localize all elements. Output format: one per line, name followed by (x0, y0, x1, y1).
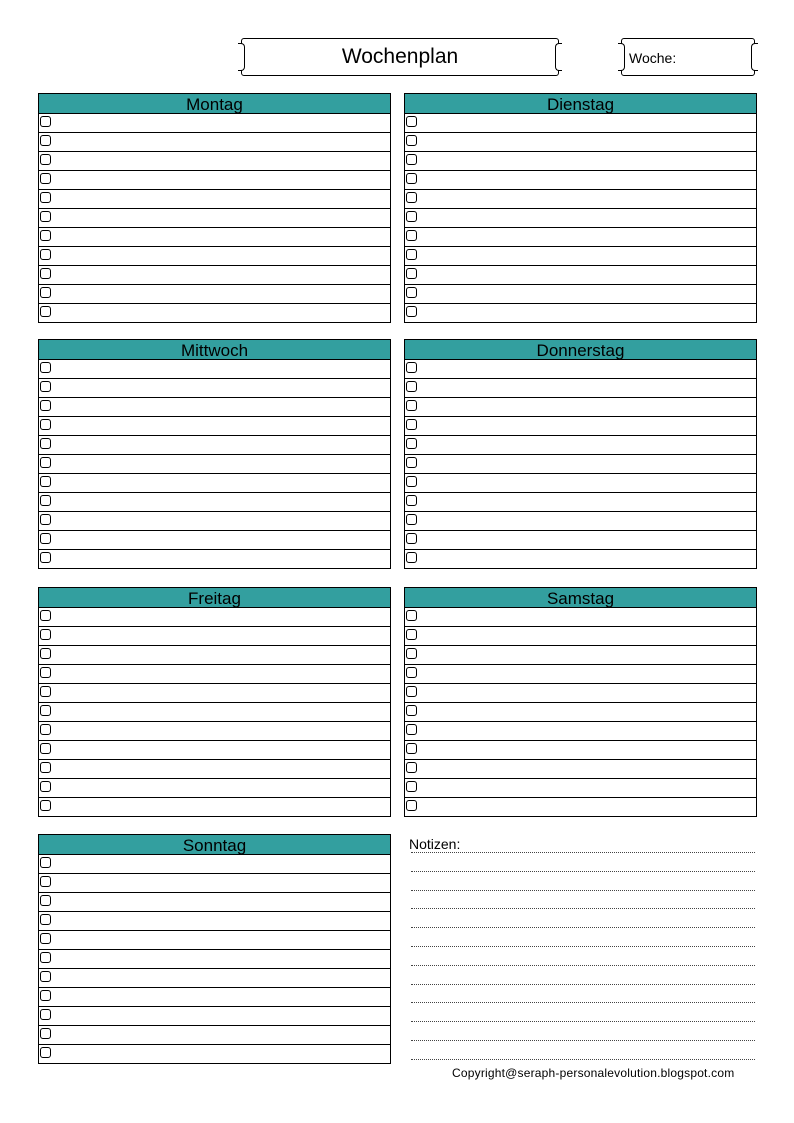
task-checkbox[interactable] (406, 533, 417, 544)
task-checkbox[interactable] (40, 287, 51, 298)
task-row[interactable] (405, 703, 756, 722)
task-checkbox[interactable] (406, 476, 417, 487)
task-checkbox[interactable] (406, 173, 417, 184)
day-header-montag: Montag (39, 94, 390, 114)
task-row[interactable] (39, 360, 390, 379)
task-checkbox[interactable] (406, 705, 417, 716)
task-row[interactable] (405, 722, 756, 741)
task-row[interactable] (405, 171, 756, 190)
task-rows (39, 608, 390, 816)
task-row[interactable] (39, 969, 390, 988)
note-line[interactable] (411, 908, 755, 909)
task-row[interactable] (39, 304, 390, 322)
task-checkbox[interactable] (40, 249, 51, 260)
task-checkbox[interactable] (40, 610, 51, 621)
task-checkbox[interactable] (40, 1009, 51, 1020)
task-checkbox[interactable] (40, 476, 51, 487)
copyright-text: Copyright@seraph-personalevolution.blogspot.com (452, 1066, 735, 1080)
task-checkbox[interactable] (406, 743, 417, 754)
day-block-mittwoch (38, 339, 391, 569)
note-line[interactable] (411, 965, 755, 966)
task-row[interactable] (405, 512, 756, 531)
task-row[interactable] (39, 133, 390, 152)
task-rows (405, 114, 756, 322)
task-row[interactable] (39, 988, 390, 1007)
note-line[interactable] (411, 1002, 755, 1003)
task-checkbox[interactable] (406, 268, 417, 279)
task-checkbox[interactable] (40, 419, 51, 430)
task-checkbox[interactable] (40, 800, 51, 811)
day-block-sonntag (38, 834, 391, 1064)
task-row[interactable] (39, 798, 390, 816)
task-row[interactable] (39, 379, 390, 398)
note-line[interactable] (411, 1021, 755, 1022)
task-checkbox[interactable] (406, 610, 417, 621)
task-checkbox[interactable] (40, 135, 51, 146)
task-checkbox[interactable] (406, 457, 417, 468)
task-row[interactable] (39, 665, 390, 684)
task-row[interactable] (39, 1045, 390, 1063)
task-checkbox[interactable] (40, 686, 51, 697)
task-row[interactable] (39, 228, 390, 247)
task-row[interactable] (39, 455, 390, 474)
task-row[interactable] (405, 379, 756, 398)
task-checkbox[interactable] (40, 457, 51, 468)
task-rows (39, 114, 390, 322)
task-checkbox[interactable] (406, 781, 417, 792)
task-row[interactable] (405, 114, 756, 133)
task-row[interactable] (39, 114, 390, 133)
task-row[interactable] (405, 646, 756, 665)
task-row[interactable] (405, 398, 756, 417)
task-checkbox[interactable] (40, 306, 51, 317)
task-checkbox[interactable] (40, 857, 51, 868)
day-header-sonntag: Sonntag (39, 835, 390, 855)
task-rows (405, 360, 756, 568)
task-checkbox[interactable] (40, 933, 51, 944)
task-row[interactable] (39, 722, 390, 741)
task-row[interactable] (39, 436, 390, 455)
task-checkbox[interactable] (406, 400, 417, 411)
task-row[interactable] (39, 550, 390, 568)
task-checkbox[interactable] (40, 400, 51, 411)
task-checkbox[interactable] (40, 268, 51, 279)
task-checkbox[interactable] (406, 762, 417, 773)
task-row[interactable] (39, 493, 390, 512)
task-row[interactable] (405, 627, 756, 646)
task-row[interactable] (405, 684, 756, 703)
day-header-freitag: Freitag (39, 588, 390, 608)
task-row[interactable] (39, 703, 390, 722)
task-checkbox[interactable] (40, 514, 51, 525)
task-row[interactable] (405, 304, 756, 322)
task-checkbox[interactable] (40, 971, 51, 982)
day-block-dienstag (404, 93, 757, 323)
task-checkbox[interactable] (40, 724, 51, 735)
task-checkbox[interactable] (406, 438, 417, 449)
task-row[interactable] (405, 474, 756, 493)
task-row[interactable] (405, 190, 756, 209)
task-checkbox[interactable] (406, 629, 417, 640)
day-header-dienstag: Dienstag (405, 94, 756, 114)
day-block-freitag (38, 587, 391, 817)
task-checkbox[interactable] (406, 495, 417, 506)
task-row[interactable] (39, 512, 390, 531)
task-row[interactable] (39, 950, 390, 969)
note-line[interactable] (411, 1059, 755, 1060)
task-row[interactable] (405, 779, 756, 798)
notes-label: Notizen: (409, 836, 461, 852)
task-checkbox[interactable] (40, 895, 51, 906)
task-row[interactable] (39, 608, 390, 627)
task-row[interactable] (39, 417, 390, 436)
day-header-samstag: Samstag (405, 588, 756, 608)
task-row[interactable] (39, 931, 390, 950)
task-row[interactable] (39, 1007, 390, 1026)
task-checkbox[interactable] (40, 230, 51, 241)
task-row[interactable] (405, 741, 756, 760)
task-row[interactable] (405, 798, 756, 816)
task-checkbox[interactable] (40, 438, 51, 449)
task-checkbox[interactable] (40, 173, 51, 184)
task-checkbox[interactable] (406, 514, 417, 525)
note-line[interactable] (411, 871, 755, 872)
task-row[interactable] (405, 228, 756, 247)
task-checkbox[interactable] (406, 648, 417, 659)
task-checkbox[interactable] (406, 419, 417, 430)
task-checkbox[interactable] (406, 800, 417, 811)
title-box (241, 38, 559, 76)
task-row[interactable] (39, 398, 390, 417)
task-checkbox[interactable] (406, 667, 417, 678)
note-line[interactable] (411, 852, 755, 853)
task-checkbox[interactable] (406, 362, 417, 373)
task-checkbox[interactable] (40, 876, 51, 887)
day-block-donnerstag (404, 339, 757, 569)
task-row[interactable] (39, 1026, 390, 1045)
task-row[interactable] (405, 266, 756, 285)
task-rows (405, 608, 756, 816)
task-row[interactable] (405, 760, 756, 779)
task-row[interactable] (39, 627, 390, 646)
note-line[interactable] (411, 984, 755, 985)
task-checkbox[interactable] (40, 211, 51, 222)
task-row[interactable] (39, 684, 390, 703)
task-checkbox[interactable] (406, 192, 417, 203)
task-row[interactable] (405, 285, 756, 304)
task-row[interactable] (405, 608, 756, 627)
task-row[interactable] (405, 436, 756, 455)
task-checkbox[interactable] (406, 306, 417, 317)
task-row[interactable] (39, 247, 390, 266)
task-checkbox[interactable] (40, 629, 51, 640)
week-label: Woche: (629, 50, 677, 66)
task-checkbox[interactable] (40, 1028, 51, 1039)
task-row[interactable] (39, 912, 390, 931)
task-checkbox[interactable] (40, 914, 51, 925)
task-checkbox[interactable] (40, 705, 51, 716)
task-row[interactable] (39, 152, 390, 171)
task-row[interactable] (405, 133, 756, 152)
task-checkbox[interactable] (406, 724, 417, 735)
task-row[interactable] (39, 646, 390, 665)
task-row[interactable] (405, 417, 756, 436)
note-line[interactable] (411, 890, 755, 891)
note-line[interactable] (411, 927, 755, 928)
task-row[interactable] (405, 550, 756, 568)
task-row[interactable] (405, 209, 756, 228)
task-row[interactable] (39, 171, 390, 190)
day-header-mittwoch: Mittwoch (39, 340, 390, 360)
task-checkbox[interactable] (40, 648, 51, 659)
task-row[interactable] (39, 855, 390, 874)
page-title: Wochenplan (341, 45, 459, 68)
note-line[interactable] (411, 1040, 755, 1041)
task-row[interactable] (39, 209, 390, 228)
note-line[interactable] (411, 946, 755, 947)
task-rows (39, 855, 390, 1063)
task-checkbox[interactable] (40, 495, 51, 506)
task-checkbox[interactable] (40, 1047, 51, 1058)
task-checkbox[interactable] (40, 667, 51, 678)
task-row[interactable] (39, 285, 390, 304)
task-checkbox[interactable] (40, 381, 51, 392)
day-block-montag (38, 93, 391, 323)
task-row[interactable] (405, 152, 756, 171)
task-checkbox[interactable] (406, 211, 417, 222)
task-checkbox[interactable] (406, 135, 417, 146)
task-checkbox[interactable] (40, 116, 51, 127)
week-box (621, 38, 755, 76)
task-rows (39, 360, 390, 568)
task-checkbox[interactable] (40, 362, 51, 373)
task-checkbox[interactable] (40, 743, 51, 754)
task-row[interactable] (39, 531, 390, 550)
task-row[interactable] (39, 474, 390, 493)
day-header-donnerstag: Donnerstag (405, 340, 756, 360)
task-checkbox[interactable] (406, 552, 417, 563)
task-row[interactable] (405, 493, 756, 512)
task-checkbox[interactable] (40, 781, 51, 792)
task-row[interactable] (405, 455, 756, 474)
task-row[interactable] (39, 893, 390, 912)
task-checkbox[interactable] (40, 952, 51, 963)
day-block-samstag (404, 587, 757, 817)
task-row[interactable] (39, 266, 390, 285)
task-row[interactable] (39, 741, 390, 760)
task-checkbox[interactable] (40, 762, 51, 773)
task-checkbox[interactable] (406, 287, 417, 298)
task-checkbox[interactable] (40, 192, 51, 203)
task-checkbox[interactable] (406, 686, 417, 697)
task-checkbox[interactable] (40, 533, 51, 544)
task-checkbox[interactable] (406, 381, 417, 392)
task-checkbox[interactable] (406, 230, 417, 241)
task-row[interactable] (405, 247, 756, 266)
task-row[interactable] (39, 760, 390, 779)
task-row[interactable] (405, 665, 756, 684)
task-checkbox[interactable] (406, 116, 417, 127)
task-checkbox[interactable] (40, 154, 51, 165)
task-checkbox[interactable] (406, 154, 417, 165)
task-row[interactable] (39, 190, 390, 209)
task-checkbox[interactable] (406, 249, 417, 260)
task-checkbox[interactable] (40, 990, 51, 1001)
task-row[interactable] (39, 874, 390, 893)
task-row[interactable] (405, 531, 756, 550)
task-row[interactable] (405, 360, 756, 379)
task-checkbox[interactable] (40, 552, 51, 563)
task-row[interactable] (39, 779, 390, 798)
